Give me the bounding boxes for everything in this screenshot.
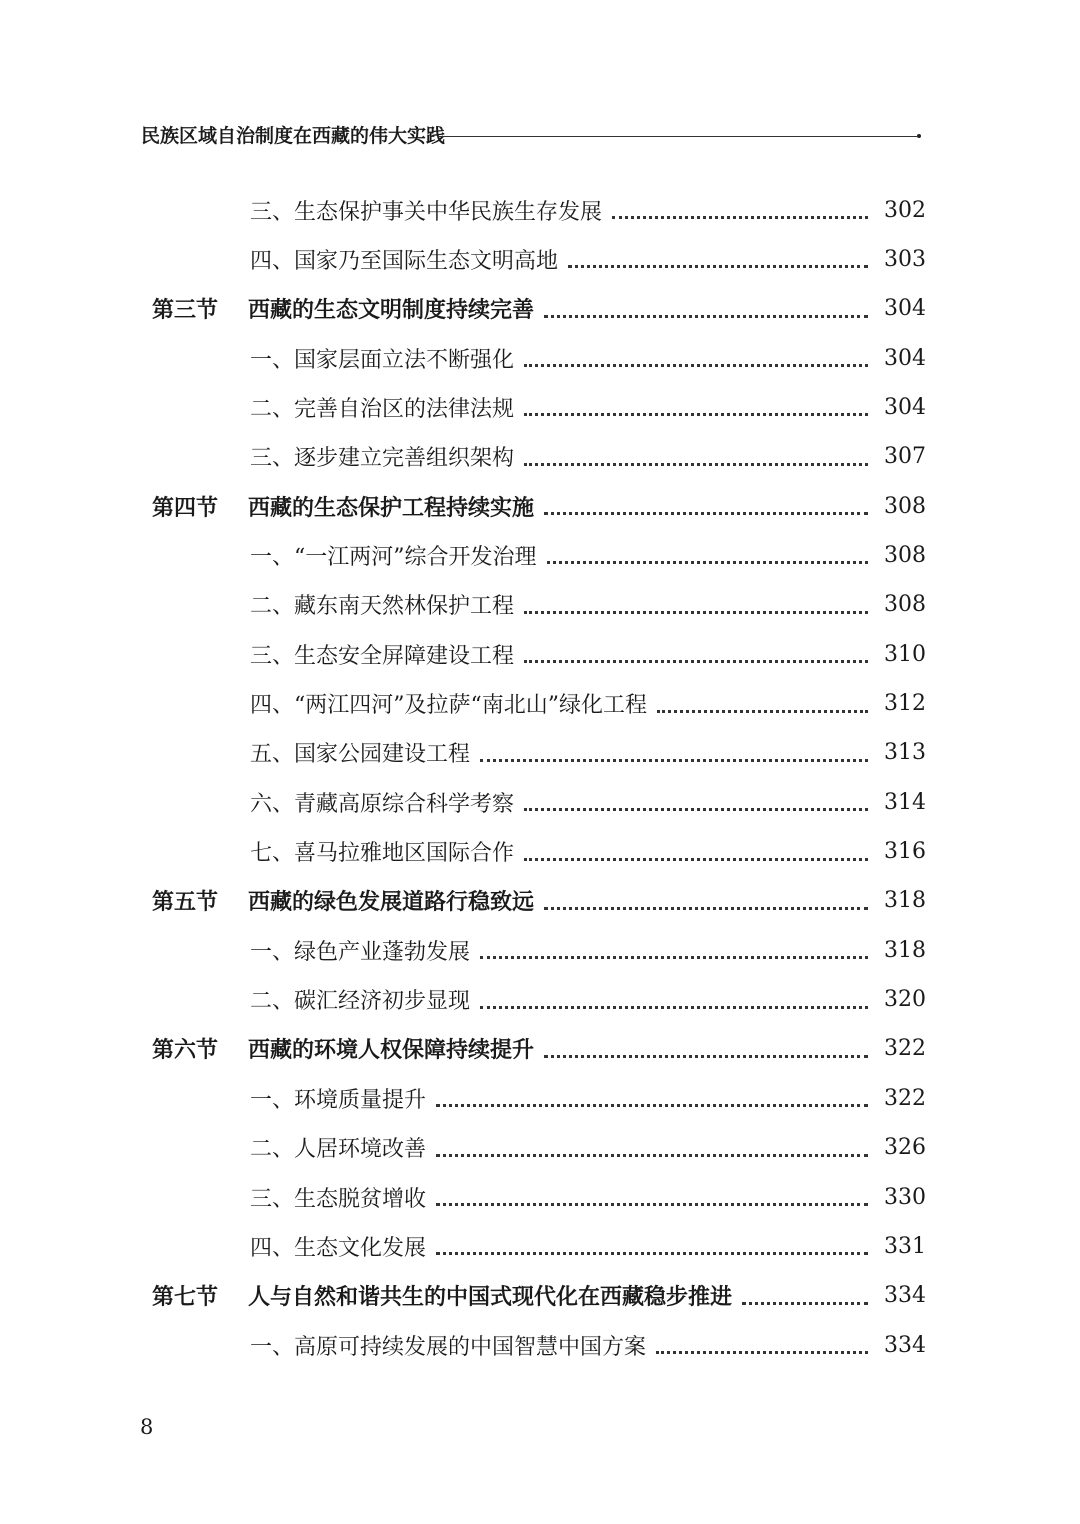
item-title: 五、国家公园建设工程: [250, 742, 471, 768]
toc-item-row: [0, 1128, 1080, 1168]
toc-item-row: [0, 930, 1080, 970]
dot-leader: [524, 411, 868, 416]
dot-leader: [480, 954, 868, 959]
section-label: 第三节: [152, 297, 219, 324]
section-label: 第五节: [152, 889, 219, 916]
section-title: 西藏的环境人权保障持续提升: [248, 1037, 535, 1064]
section-title: 人与自然和谐共生的中国式现代化在西藏稳步推进: [248, 1284, 733, 1311]
dot-leader: [436, 1152, 868, 1157]
item-title: 一、绿色产业蓬勃发展: [250, 939, 471, 965]
section-title: 西藏的生态保护工程持续实施: [248, 494, 535, 521]
dot-leader: [612, 214, 868, 219]
dot-leader: [436, 1201, 868, 1206]
toc-item-row: [0, 239, 1080, 279]
page-ref: 334: [884, 1332, 926, 1358]
toc-item-row: [0, 338, 1080, 378]
dot-leader: [436, 1250, 868, 1255]
item-title: 一、国家层面立法不断强化: [250, 347, 515, 373]
toc-item-row: [0, 634, 1080, 674]
dot-leader: [568, 263, 868, 268]
page-ref: 307: [884, 444, 926, 470]
page-ref: 310: [884, 641, 926, 667]
item-title: 三、生态保护事关中华民族生存发展: [250, 199, 603, 225]
dot-leader: [436, 1102, 868, 1107]
running-header: [141, 122, 921, 152]
page-ref: 314: [884, 789, 926, 815]
section-label: 第六节: [152, 1037, 219, 1064]
toc-item-row: [0, 980, 1080, 1020]
toc-item-row: [0, 684, 1080, 724]
toc-item-row: [0, 387, 1080, 427]
dot-leader: [524, 609, 868, 614]
dot-leader: [480, 757, 868, 762]
toc-section-row: [0, 1029, 1080, 1069]
header-rule-dot: [917, 134, 921, 138]
item-title: 二、人居环境改善: [250, 1137, 427, 1163]
toc-item-row: [0, 190, 1080, 230]
page-ref: 326: [884, 1135, 926, 1161]
section-title: 西藏的生态文明制度持续完善: [248, 297, 535, 324]
page-ref: 303: [884, 246, 926, 272]
item-title: 三、生态脱贫增收: [250, 1186, 427, 1212]
page-ref: 308: [884, 493, 926, 519]
page-number: 8: [140, 1415, 154, 1439]
dot-leader: [524, 806, 868, 811]
toc-item-row: [0, 782, 1080, 822]
item-title: 一、高原可持续发展的中国智慧中国方案: [250, 1334, 647, 1360]
item-title: 四、国家乃至国际生态文明高地: [250, 248, 559, 274]
dot-leader: [524, 856, 868, 861]
page-ref: 304: [884, 345, 926, 371]
toc-item-row: [0, 535, 1080, 575]
dot-leader: [544, 905, 868, 910]
page-ref: 318: [884, 937, 926, 963]
item-title: 二、藏东南天然林保护工程: [250, 594, 515, 620]
section-label: 第四节: [152, 494, 219, 521]
dot-leader: [480, 1004, 868, 1009]
toc-section-row: [0, 486, 1080, 526]
toc-item-row: [0, 1226, 1080, 1266]
dot-leader: [657, 708, 868, 713]
toc-item-row: [0, 1325, 1080, 1365]
page-ref: 322: [884, 1036, 926, 1062]
toc-item-row: [0, 437, 1080, 477]
section-title: 西藏的绿色发展道路行稳致远: [248, 889, 535, 916]
item-title: 七、喜马拉雅地区国际合作: [250, 841, 515, 867]
dot-leader: [656, 1349, 868, 1354]
dot-leader: [544, 510, 868, 515]
item-title: 一、环境质量提升: [250, 1087, 427, 1113]
item-title: 二、完善自治区的法律法规: [250, 396, 515, 422]
toc-item-row: [0, 585, 1080, 625]
toc-section-row: [0, 289, 1080, 329]
page-ref: 308: [884, 592, 926, 618]
page-ref: 322: [884, 1085, 926, 1111]
page-ref: 302: [884, 197, 926, 223]
page-ref: 308: [884, 542, 926, 568]
dot-leader: [742, 1300, 868, 1305]
book-title: 民族区域自治制度在西藏的伟大实践: [141, 125, 446, 147]
toc-item-row: [0, 1177, 1080, 1217]
page-ref: 318: [884, 888, 926, 914]
dot-leader: [544, 313, 868, 318]
item-title: 三、逐步建立完善组织架构: [250, 446, 515, 472]
dot-leader: [524, 658, 868, 663]
page-ref: 304: [884, 394, 926, 420]
page-ref: 331: [884, 1233, 926, 1259]
section-label: 第七节: [152, 1284, 219, 1311]
page-ref: 316: [884, 839, 926, 865]
toc-item-row: [0, 1078, 1080, 1118]
toc-item-row: [0, 832, 1080, 872]
toc-section-row: [0, 1276, 1080, 1316]
page-ref: 312: [884, 691, 926, 716]
dot-leader: [547, 559, 868, 564]
header-rule: [437, 136, 917, 137]
item-title: 六、青藏高原综合科学考察: [250, 791, 515, 817]
item-title: 三、生态安全屏障建设工程: [250, 643, 515, 669]
page-ref: 330: [884, 1184, 926, 1210]
page-ref: 334: [884, 1283, 926, 1309]
item-title: 四、生态文化发展: [250, 1235, 427, 1261]
dot-leader: [524, 362, 868, 367]
item-title: 四、“两江四河”及拉萨“南北山”绿化工程: [250, 693, 647, 718]
item-title: 二、碳汇经济初步显现: [250, 989, 471, 1015]
dot-leader: [524, 461, 868, 466]
item-title: 一、“一江两河”综合开发治理: [250, 544, 537, 570]
toc-item-row: [0, 733, 1080, 773]
page-ref: 313: [884, 740, 926, 766]
dot-leader: [544, 1053, 868, 1058]
toc-section-row: [0, 881, 1080, 921]
page-ref: 304: [884, 296, 926, 322]
page-ref: 320: [884, 987, 926, 1013]
